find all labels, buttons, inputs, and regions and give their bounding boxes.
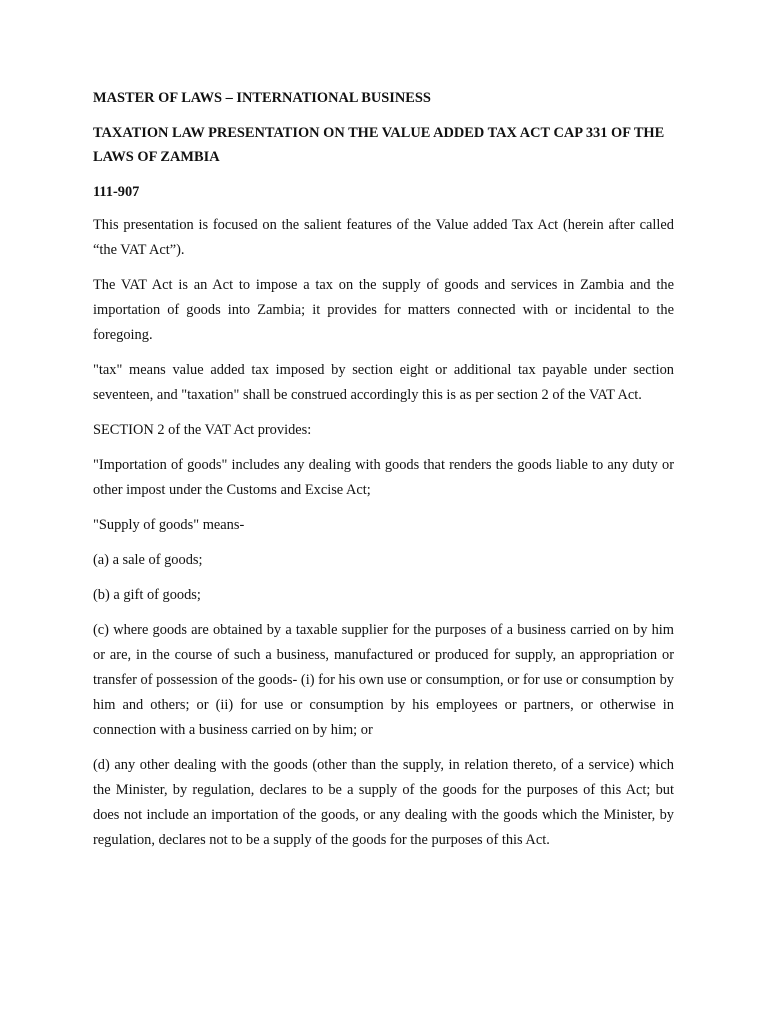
list-item-c: (c) where goods are obtained by a taxable supplier for the purposes of a business carried on by him or are, in the course of such a business, manufactured or produced for supply, an appropriation or transfer of possession of the goods- (i) for his own use or consumption, or for use or consumption by him and others; or (ii) for use or consumption by his employees or partners, or otherwise in connection with a business carried on by him; or	[93, 622, 674, 738]
document-title: TAXATION LAW PRESENTATION ON THE VALUE ADDED TAX ACT CAP 331 OF THE LAWS OF ZAMBIA	[93, 125, 665, 165]
paragraph-section-2: SECTION 2 of the VAT Act provides:	[93, 422, 312, 438]
program-heading: MASTER OF LAWS – INTERNATIONAL BUSINESS	[93, 90, 431, 106]
student-number: 111-907	[93, 184, 140, 200]
paragraph-intro: This presentation is focused on the salient features of the Value added Tax Act (herein after called “the VAT Act”).	[93, 217, 674, 258]
list-item-b: (b) a gift of goods;	[93, 587, 201, 603]
list-item-a: (a) a sale of goods;	[93, 552, 203, 568]
paragraph-supply-definition: "Supply of goods" means-	[93, 517, 245, 533]
document-page	[93, 86, 674, 863]
list-item-d: (d) any other dealing with the goods (other than the supply, in relation thereto, of a service) which the Minister, by regulation, declares to be a supply of the goods for the purposes of this Act; but does not include an importation of the goods, or any dealing with the goods which the Minister, by regulation, declares not to be a supply of the goods for the purposes of this Act.	[93, 757, 674, 848]
paragraph-vat-act-purpose: The VAT Act is an Act to impose a tax on the supply of goods and services in Zambia and the importation of goods into Zambia; it provides for matters connected with or incidental to the foregoing.	[93, 277, 674, 343]
paragraph-tax-definition: "tax" means value added tax imposed by section eight or additional tax payable under section seventeen, and "taxation" shall be construed accordingly this is as per section 2 of the VAT Act.	[93, 362, 674, 403]
paragraph-importation-definition: "Importation of goods" includes any dealing with goods that renders the goods liable to any duty or other impost under the Customs and Excise Act;	[93, 457, 674, 498]
